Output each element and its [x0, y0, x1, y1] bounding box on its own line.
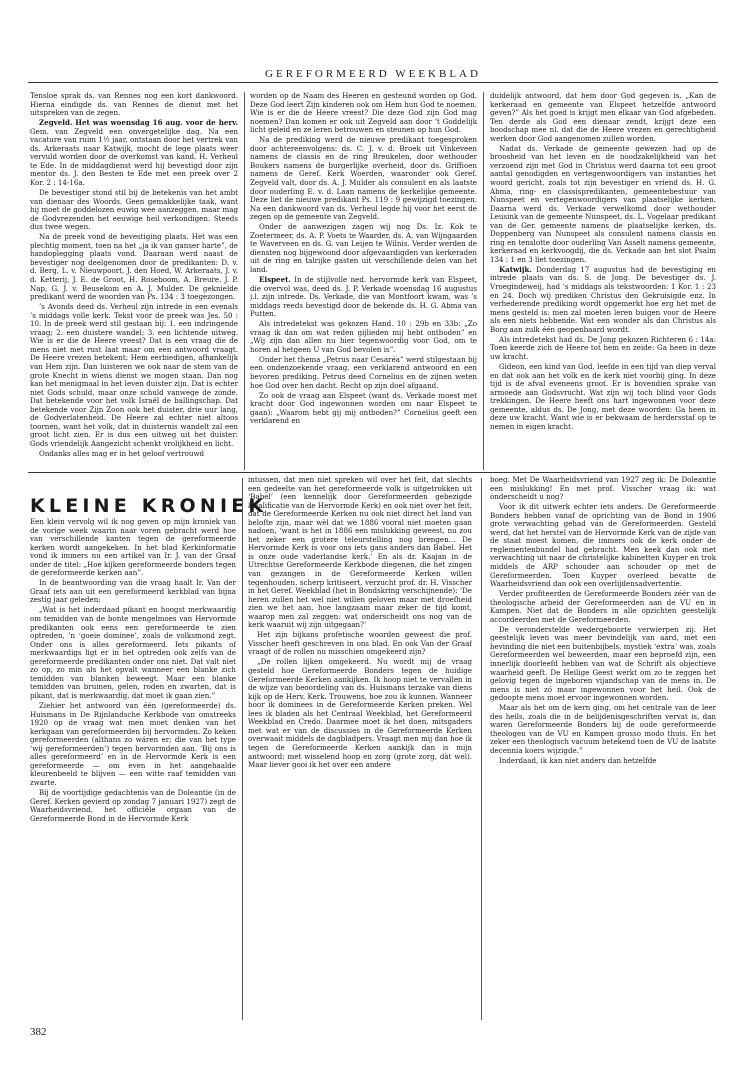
section-rule [28, 472, 716, 473]
paragraph-text: Donderdag 17 augustus had de bevestiging en intrede plaats van ds. S. de Jong. De bevestiger ds. J. Vroegindeweij, had ’s middags als tekstwoorden: 1 Kor. 1 : 23 en 24. Doch wij prediken Christus den Gekruisigde enz. In verhederende prediking wordt opgemerkt hoe erg het met de mens gesteld is: men zal moeten leren buigen voor de Heere als een niets hebbende. Wat een wonder als dan Christus als Borg aan zulk één geopenbaard wordt. [490, 264, 716, 334]
paragraph: boeg. Met De Waarheidsvriend van 1927 zeg ik: De Doleantie een mislukking! En met prof. Visscher vraag ik: wat onderscheidt u nog? [490, 476, 716, 502]
page-number: 382 [30, 1026, 47, 1038]
paragraph: Ondanks alles mag er in het geloof vertrouwd [39, 448, 205, 458]
column-2 [250, 92, 477, 470]
paragraph: Een klein vervolg wil ik nog geven op mijn kroniek van de vorige week waarin naar voren gebracht werd hoe van verschillende kanten tegen de gereformeerde kerken wordt aangekeken. In het blad Kerkinformatie vond ik immers nu een artikel van Ir. J. van der Graaf onder de titel: „Hoe kijken gereformeerde bonders tegen de gereformeerde kerken aan”. [30, 518, 236, 578]
column-3 [490, 92, 716, 470]
running-header [28, 62, 718, 83]
paragraph: De bevestiger stond stil bij de betekenis van het ambt van dienaar des Woords. Geen gemakkelijke taak, want hij moet de goddelozen euwig wee aanzeggen, maar mag de Godvrezenden het eeuwige heil verkondigen. Steeds dus twee wegen. [30, 188, 238, 232]
place-name: Elspeet. [259, 274, 291, 284]
paragraph: Het zijn bijkans profetische woorden geweest die prof. Visscher heeft geschreven in ons blad. En ook Van der Graaf vraagt of de rollen nu misschien omgekeerd zijn? [248, 630, 472, 657]
paragraph: In de beantwoording van die vraag haalt Ir. Van der Graaf iets aan uit een gereformeerd kerkblad van bijna zestig jaar geleden: [30, 578, 236, 605]
paragraph: Maar als het om de kern ging, om het centrale van de leer des heils, zoals die in de belijdenisgeschriften vervat is, dan waren Gereformeerde Bonders bij de oude gereformeerde theologen van de VU en Kampen grosso modo thuis. En het zeker een theologisch vacuum betekend toen de VU de laatste decennia koers wijzigde.” [490, 703, 716, 755]
paragraph-text: In de stijlvolle ned. hervormde kerk van Elspeet, die overvol was, deed ds. J. P. Verkade woensdag 16 augustus j.l. zijn intrede. Ds. Verkade, die van Montfoort kwam, was ’s middags reeds bevestigd door de bekende ds. H. G. Abma van Putten. [250, 274, 477, 319]
paragraph: Voor ik dit uitwerk echter iets anders. De Gereformeerde Bonders hebben vanaf de oprichting van de Bond in 1906 grote verwachting gehad van de Gereformeerden. Gesteld werd, dat het herstel van de Hervormde Kerk van de zijde van de staat moest komen, die immers ook de kerk onder de reglementenbundel had gebracht. Men keek dan ook met verwachting uit naar de christelijke kabinetten Kuyper en trok middels de ARP schouder aan schouder op met de Gereformeerden. Toen Kuyper overleed bevatte de Waarheidsvriend dan ook een overlijdensadvertentie. [490, 502, 716, 589]
column-divider [242, 478, 243, 1020]
column-divider [481, 478, 482, 1020]
paragraph: intussen, dat men niet spreken wil over het feit, dat slechts een gedeelte van het gereformeerde volk is uitgetrokken uit ‘Babel’ (een kennelijk door Gereformeerden gebezigde kwalificatie van de Hervormde Kerk) en ook niet over het feit, dat de Gereformeerde Kerken nu ook niet direct het land van belofte zijn, maar wèl dat we 1886 vooral niet moeten gaan nadoen, ‘want is het in 1886 een mislukking geweest, nu zou het zeker een grotere teleurstelling nog brengen… De Hervormde Kerk is voor ons iets gans anders dan Babel. Het is onze oude vaderlandse kerk.’ En als dr. Kaajan in de Utrechtse Gereformeerde Kerkbode diegenen, die het zingen van gezangen in de Gereformeerde Kerken willen tegenhouden, scherp kritiseert, verzucht prof. dr. H. Visscher in het Geref. Weekblad (het in Bondskring verschijnende): ‘De heren zullen het wel niet willen geloven maar met droefheid zien we het aan, hoe langzaam maar zeker de tijd komt, waarop men zal zeggen: wat onderscheidt ons nog van de kerk waaruit wij zijn uitgegaan?’ [248, 476, 472, 630]
section-heading-kleine-kroniek: KLEINE KRONIEK [30, 495, 268, 517]
column-divider [244, 92, 245, 470]
paragraph: Tensloe sprak ds. van Rennes nog een kort dankwoord. Hierna eindigde ds. van Rennes de dienst met het uitspreken van de zegen. [30, 92, 238, 118]
paragraph-zegveld [30, 119, 238, 187]
publication-title: GEREFORMEERD WEEKBLAD [265, 68, 481, 80]
column-1 [30, 92, 238, 470]
paragraph-elspeet [250, 276, 477, 319]
place-name: Katwijk. [499, 264, 532, 274]
paragraph: Ziehier het antwoord van één (gereformeerde) ds. Huismans in De Rijnlandsche Kerkbode van omstreeks 1920 op de vraag wat men moet denken van het kerkgaan van gereformeerden bij hervormden. Zo keken gereformeerden (althans zo wáren er; die van het type ‘wij gereformeerden’) tegen hervormden aan. ‘Bij ons is alles gereformeerd’ en in de Hervormde Kerk is een gereformeerde — om even in het aangehaalde kleurenbeeld te blijven — een witte raaf temidden van zwarte. [30, 700, 236, 787]
paragraph-katwijk [490, 266, 716, 334]
lead-emphasis: Het was woensdag 16 aug. voor de herv. [75, 118, 238, 128]
kroniek-column-1 [30, 518, 236, 1018]
paragraph: Zo ook de vraag aan Elspeet (want ds. Verkade moest met kracht door God ingewonnen worden om naar Elspeet te gaan): „Waarom hebt gij mij ontboden?” Cornelius geeft een verklarend en [250, 390, 477, 426]
quote-paragraph: „Wat is het inderdaad pikant en hoogst merkwaardig om temidden van de bonte mengelmoes van Hervormde predikanten ook eens een gereformeerde te zien optreden, ’n ‘goeie dominee’, zoals de volksmond zegt. Onder ons is alles gereformeerd. Iets pikants of merkwaardigs ligt er in het optreden ook zelfs van de gereformeerde predikanten onder ons niet. Dat valt niet zo op, zo min als het opvalt wanneer een blanke zich temidden van blanken beweegt. Maar een blanke temidden van bruinen, gelen, roden en zwarten, dat is pikant, dat is merkwaardig, dat moet ik gaan zien.” [30, 605, 236, 700]
kroniek-column-3 [490, 476, 716, 1021]
paragraph: Onder het thema „Petrus naar Cesaréa” werd stilgestaan bij een ondenzoekende vraag, een verklarend antwoord en een bevoren prediking. Petrus deed Cornelius en de zijnen weten hoe God over hen dacht. Recht op zijn doel afgaand. [250, 354, 477, 390]
paragraph-text: Gem. van Zegveld een onvergetelijke dag. Na een vacature van ruim 1½ jaar, ontstaan door het vertrek van ds. Arkeraats naar Katwijk, mocht de lege plaats weer vervuld worden door de overkomst van kand. H. Verheul te Ede. In de middagdienst werd hij bevestigd door zijn mentor ds. J. den Besten te Ede met een preek over 2 Kor. 2 : 14-16a. [30, 126, 238, 187]
paragraph: Als intredetekst was gekozen Hand. 10 : 29b en 33b: „Zo vraag ik dan om wat reden gijlieden mij hebt ontboden” en „Wij zijn dan allen nu hier tegenwoordig voor God, om te horen al hetgeen U van God bevolen is”. [250, 319, 477, 354]
paragraph: Als intredetekst had ds. De Jong gekozen Richteren 6 : 14a: Toen keerde zich de Heere tot hem en zeide: Ga heen in deze uw kracht. [490, 334, 716, 361]
paragraph: worden op de Naam des Heeren en gesteund worden op God. Deze God leert Zijn kinderen ook om Hem hun God te noemen. Wie is er die de Heere vreest? Die deze God zijn God mag noemen? Dan komen er ook uit Zegveld aan door ’t Goddelijk licht geleid en ze leren betrouwen en steunen op hun God. [250, 92, 477, 135]
paragraph: duidelijk antwoord, dat hem door God gegeven is. „Kan de kerkeraad en gemeente van Elspeet hetzelfde antwoord geven?” Als het goed is krijgt men elkaar van God afgebeden. Ten derde als God een dienaar zendt, krijgt deze een boodschap mee nl. dat die de Heere vrezen en gerechtigheid werken door God aangenomen zullen worden. [490, 92, 716, 143]
paragraph: ’s Avonds deed ds. Verheul zijn intrede in een evenals ’s middags volle kerk. Tekst voor de preek was Jes. 50 : 10. In de preek werd stil gestaan bij: 1. een indringende vraag; 2. een duistere wandel; 3. een lichtende uitweg. Wie is er die de Heere vreest? Dat is een vraag die de mens niet met rust laat maar om een antwoord vraagt. De Heere vrezen betekent: Hem eerbiedigen, afhankelijk van Hem zijn. Dan luisteren we ook naar de stem van de grote Knecht in wiens dienst we mogen staan. Dan nog kan het menigmaal in het leven duister zijn. Dat is echter niet Gods schuld, maar onze schuld vanwege de zonde. Dat betekende voor het volk Israël de ballingschap. Dat betekende voor Zijn Zoon ook het duister, drie uur lang, de Godverlatenheid. De Heere zal echter niet altoos toornen, want het volk, dat in duisternis wandelt zal een groot licht zien. Er is dus een uitweg uit het duister: Gods vriendelijk Aangezicht schenkt vrolijkheid en licht. [30, 302, 238, 448]
paragraph: Na de preek vond de bevestiging plaats. Het was een plechtig moment, toen na het „ja ik van ganser harte”, de handoplegging plaats vond. Daaraan werd naast de bevestiger nog deelgenomen door de predikanten: D. v. d. Berg, L. v. Nieuwpoort, J. den Hoed, W. Arkeraats, J. v. d. Ketterij, J. E. de Groot, H. Roseboom, A. Breure, J. P. Nap, G. J. v. Beusekom en A. J. Mulder. De geknielde predikant werd de woorden van Ps. 134 : 3 toegezongen. [30, 232, 238, 302]
paragraph: Verder profiteerden de Gereformeerde Bonders zéér van de theologische arbeid der Gereformeerden aan de VU en in Kampen. Niet dat de Bonders in alle opzichten geestelijk accordeerden met de Gereformeerden. [490, 589, 716, 624]
paragraph: De veronderstelde wedergeboorte verwierpen zij. Het geestelijk leven was meer bevindelijk van aard, met een bevinding die niet een buitenbijbels, mystiek ‘extra’ was, zoals Gereformeerden wel beweerden, maar een beproefd zijn, een innerlijk doorleefd hebben van wat de Schrift als objectieve waarheid geeft. De Heilige Geest werkt om zo te zeggen het gelovig tegen de ingeboren vijandschap van de mens in. De mens is niet zó maar ingewonnen voor het heil. Ook de gedoopte mens moet ervoor ingewonnen worden. [490, 624, 716, 703]
paragraph: Na de prediking werd de nieuwe predikant toegesproken door achtereenvolgens: ds. C. J. v. d. Broek uit Vinkeveen namens de classis en de ring Breukelen, door wethouder Boukers namens de burgerlijke overheid, door ds. Griffioen namens de Geref. Kerk Woerden, waaronder ook Geref. Zegveld valt, door ds. A. J. Mulder als consulent en als laatste door ouderling E. v. d. Laan namens de kerkelijke gemeente. Deze liet de nieuwe predikant Ps. 119 : 9 gewijzigd toezingen. Na een dankwoord van ds. Verheul legde hij voor het eerst de zegen op de gemeente van Zegveld. [250, 135, 477, 222]
paragraph: Onder de aanwezigen zagen wij nog Ds. Iz. Kok te Zoetermeer, ds. A. P. Voets te Waarder, ds. A. van Wijngaarden te Waverveen en ds. G. van Leijen te Wilnis. Verder werden de diensten nog bijgewoond door afgevaardigden van kerkeraden uit de ring en talrijke gasten uit verschillende delen van het land. [250, 222, 477, 274]
paragraph: Nadat ds. Verkade de gemeente gewezen had op de broosheid van het leven en de noodzakelijkheid van het verzoend zijn met God in Christus werd daarna tot een groot aantal genodigden en vertegenwoordigers van instanties het woord gericht, zoals tot zijn bevestiger en vriend ds. H. G. Abma, ring- en classispredikanten, gemeentebestuur van Nunspeet en vertegenwoordigers van plaatselijke kerken. Daarna werd ds. Verkade verwelkomd door wethouder Leusink van de gemeente Nunspeet, ds. L. Vogelaar predikant van de Ger. gemeente namens de plaatselijke kerken, ds. Doppenberg van Nunspeet als consulent namens classis en ring en tenslotte door ouderling Van Asselt namens gemeente, kerkeraad en kerkvoogdij, die ds. Verkade aan het slot Psalm 134 : 1 en 3 liet toezingen. [490, 143, 716, 264]
column-divider [483, 92, 484, 470]
paragraph: Gideon, een kind van God, leefde in een tijd van diep verval en dat ook aan het volk en de kerk niet voorbij ging. In deze tijd is de afval eveneens groot. Er is bovendien sprake van armoede aan Godsvrucht. Wat zijn wij toch blind voor Gods trekkingen. De Heere heeft ons hart ingewonnen voor deze gemeente, aldus ds. De Jong, met deze woorden: Ga heen in deze uw kracht. Want wie is er bekwaam de herdersstaf op te nemen in eigen kracht. [490, 361, 716, 431]
place-name: Zegveld. [39, 118, 73, 128]
kroniek-column-2 [248, 476, 472, 1021]
quote-paragraph: „De rollen lijken omgekeerd. Nu wordt mij de vraag gesteld hoe Gereformeerde Bonders tegen de huidige Gereformeerde Kerken aankijken. Ik hoop niet te vervallen in de wijze van beoordeling van ds. Huismans terzake van diens kijk op de Herv. Kerk. Trouwens, hoe zou ik kunnen. Wanneer hoor ik dominees in de Gereformeerde Kerken preken. Wel lees ik bladen als het Centraal Weekblad, het Gereformeerd Weekblad en Credo. Daarmee moet ik het doen, mitsgaders met wat er van de discussies in de Gereformeerde Kerken overwaait middels de dagbladpers. Vraagt men mij dan hoe ik tegen de Gereformeerde Kerken aankijk dan is mijn antwoord: met wisselend hoop en zorg (grote zorg, dàt wel). Maar liever gooi ik het over een andere [248, 657, 472, 770]
paragraph: Bij de voortijdige gedachtenis van de Doleantie (in de Geref. Kerken gevierd op zondag 7 januari 1927) zegt de Waarheidsvriend, het officiële orgaan van de Gereformeerde Bond in de Hervormde Kerk [30, 787, 236, 823]
paragraph: Inderdaad, ik kan niet anders dan hetzelfde [499, 756, 657, 765]
